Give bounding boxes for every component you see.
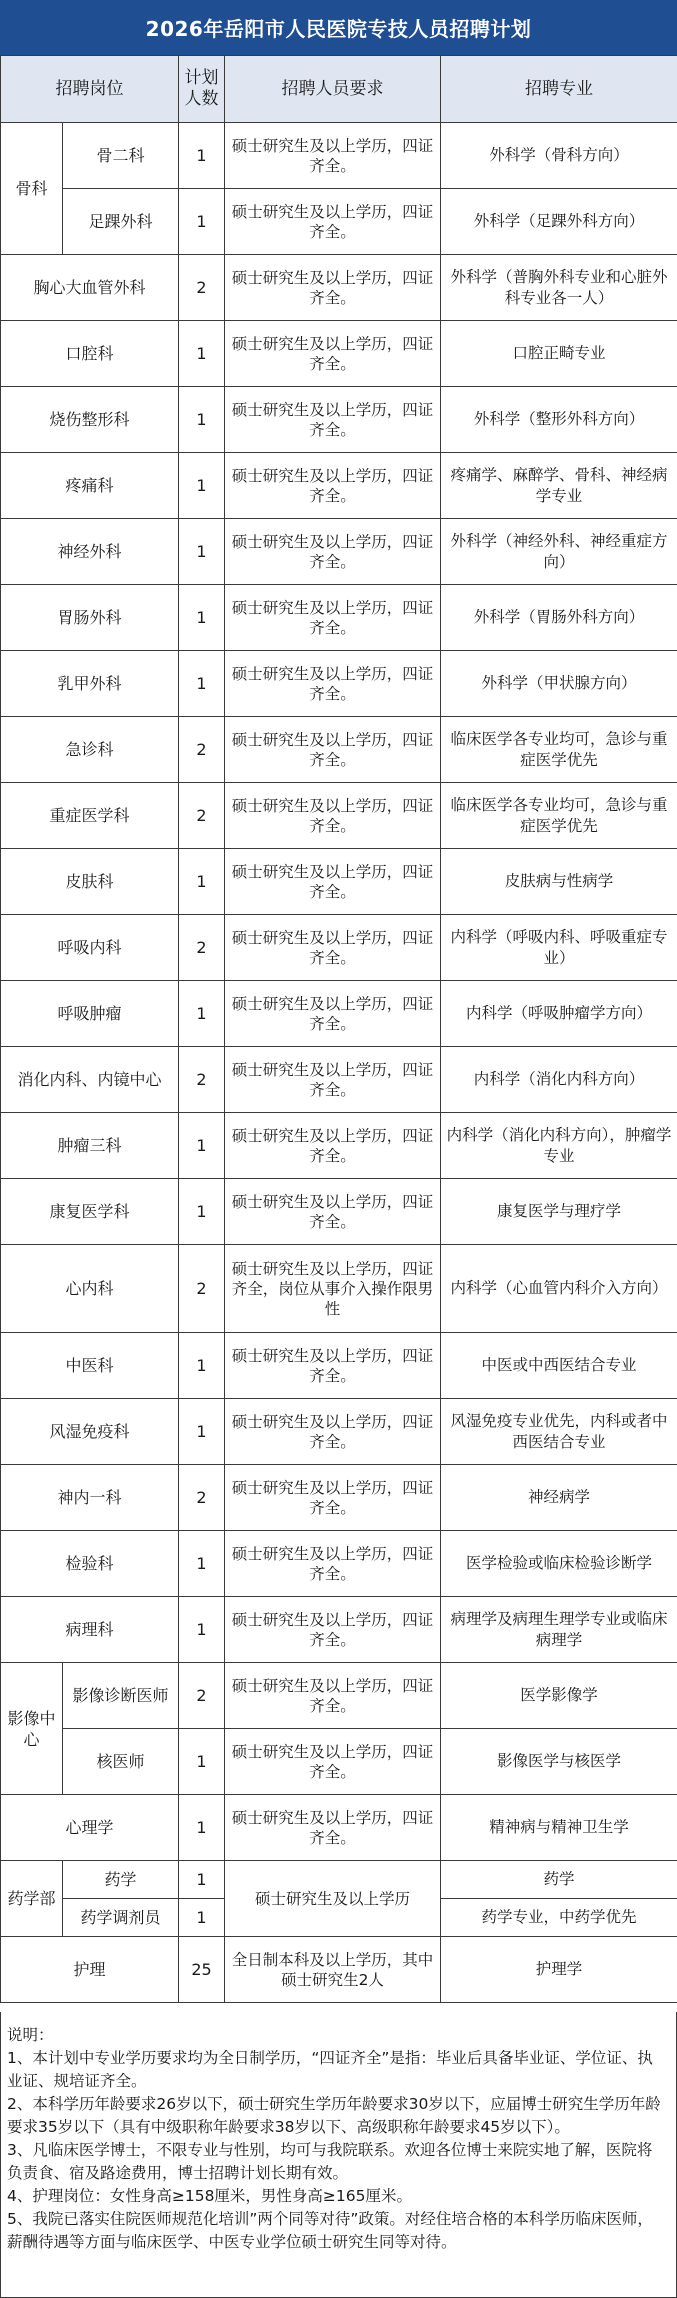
table-row bbox=[1, 1597, 677, 1663]
header-position: 招聘岗位 bbox=[1, 56, 179, 123]
requirement-cell: 硕士研究生及以上学历，四证齐全。 bbox=[225, 849, 441, 915]
requirement-cell: 硕士研究生及以上学历，四证齐全。 bbox=[225, 255, 441, 321]
count-cell: 2 bbox=[179, 915, 225, 981]
table-row bbox=[1, 651, 677, 717]
requirement-cell: 硕士研究生及以上学历，四证齐全。 bbox=[225, 585, 441, 651]
note-item: 5、我院已落实住院医师规范化培训”两个同等对待”政策。对经住培合格的本科学历临床医师，薪酬待遇等方面与临床医学、中医专业学位硕士研究生同等对待。 bbox=[7, 2210, 653, 2251]
requirement-cell: 硕士研究生及以上学历，四证齐全。 bbox=[225, 1531, 441, 1597]
requirement-cell: 全日制本科及以上学历，其中硕士研究生2人 bbox=[225, 1937, 441, 2003]
major-cell: 病理学及病理生理学专业或临床病理学 bbox=[441, 1597, 677, 1663]
table-row bbox=[1, 717, 677, 783]
count-cell: 1 bbox=[179, 1113, 225, 1179]
major-cell: 影像医学与核医学 bbox=[441, 1729, 677, 1795]
table-row bbox=[1, 1465, 677, 1531]
requirement-cell: 硕士研究生及以上学历，四证齐全。 bbox=[225, 519, 441, 585]
count-cell: 2 bbox=[179, 255, 225, 321]
dept-cell: 烧伤整形科 bbox=[1, 387, 179, 453]
dept-cell: 呼吸内科 bbox=[1, 915, 179, 981]
count-cell: 1 bbox=[179, 1597, 225, 1663]
count-cell: 2 bbox=[179, 1245, 225, 1333]
document-title: 2026年岳阳市人民医院专技人员招聘计划 bbox=[0, 0, 677, 55]
requirement-cell: 硕士研究生及以上学历，四证齐全。 bbox=[225, 717, 441, 783]
major-cell: 内科学（呼吸内科、呼吸重症专业） bbox=[441, 915, 677, 981]
count-cell: 1 bbox=[179, 519, 225, 585]
major-cell: 临床医学各专业均可，急诊与重症医学优先 bbox=[441, 717, 677, 783]
dept-cell: 骨二科 bbox=[63, 123, 179, 189]
requirement-cell: 硕士研究生及以上学历，四证齐全。 bbox=[225, 1795, 441, 1861]
dept-cell: 风湿免疫科 bbox=[1, 1399, 179, 1465]
header-count: 计划人数 bbox=[179, 56, 225, 123]
major-cell: 神经病学 bbox=[441, 1465, 677, 1531]
table-row bbox=[1, 1113, 677, 1179]
table-row bbox=[1, 321, 677, 387]
count-cell: 1 bbox=[179, 1861, 225, 1899]
major-cell: 护理学 bbox=[441, 1937, 677, 2003]
count-cell: 1 bbox=[179, 1795, 225, 1861]
requirement-cell: 硕士研究生及以上学历，四证齐全。 bbox=[225, 1113, 441, 1179]
major-cell: 医学影像学 bbox=[441, 1663, 677, 1729]
count-cell: 1 bbox=[179, 585, 225, 651]
group-cell: 药学部 bbox=[1, 1861, 63, 1937]
table-row bbox=[1, 915, 677, 981]
table-header-row bbox=[1, 56, 677, 123]
requirement-cell: 硕士研究生及以上学历，四证齐全。 bbox=[225, 321, 441, 387]
notes-heading: 说明： bbox=[7, 2026, 54, 2044]
table-row bbox=[1, 189, 677, 255]
count-cell: 1 bbox=[179, 1399, 225, 1465]
count-cell: 1 bbox=[179, 1333, 225, 1399]
dept-cell: 影像诊断医师 bbox=[63, 1663, 179, 1729]
major-cell: 外科学（胃肠外科方向） bbox=[441, 585, 677, 651]
dept-cell: 检验科 bbox=[1, 1531, 179, 1597]
count-cell: 1 bbox=[179, 849, 225, 915]
major-cell: 外科学（甲状腺方向） bbox=[441, 651, 677, 717]
requirement-cell: 硕士研究生及以上学历，四证齐全。 bbox=[225, 1729, 441, 1795]
table-row bbox=[1, 1861, 677, 1899]
recruitment-table bbox=[0, 55, 677, 2003]
header-requirement: 招聘人员要求 bbox=[225, 56, 441, 123]
requirement-cell: 硕士研究生及以上学历，四证齐全。 bbox=[225, 915, 441, 981]
count-cell: 1 bbox=[179, 189, 225, 255]
note-item: 1、本计划中专业学历要求均为全日制学历，“四证齐全”是指：毕业后具备毕业证、学位证、执业证、规培证齐全。 bbox=[7, 2049, 653, 2090]
major-cell: 外科学（神经外科、神经重症方向） bbox=[441, 519, 677, 585]
note-item: 4、护理岗位：女性身高≥158厘米，男性身高≥165厘米。 bbox=[7, 2187, 413, 2205]
count-cell: 1 bbox=[179, 1729, 225, 1795]
table-row bbox=[1, 1047, 677, 1113]
table-row bbox=[1, 1795, 677, 1861]
dept-cell: 重症医学科 bbox=[1, 783, 179, 849]
table-row bbox=[1, 849, 677, 915]
count-cell: 1 bbox=[179, 1899, 225, 1937]
dept-cell: 足踝外科 bbox=[63, 189, 179, 255]
table-row bbox=[1, 1179, 677, 1245]
table-row bbox=[1, 1245, 677, 1333]
dept-cell: 口腔科 bbox=[1, 321, 179, 387]
count-cell: 2 bbox=[179, 1663, 225, 1729]
dept-cell: 急诊科 bbox=[1, 717, 179, 783]
table-row bbox=[1, 981, 677, 1047]
major-cell: 药学 bbox=[441, 1861, 677, 1899]
table-row bbox=[1, 1663, 677, 1729]
dept-cell: 乳甲外科 bbox=[1, 651, 179, 717]
count-cell: 1 bbox=[179, 1179, 225, 1245]
major-cell: 内科学（心血管内科介入方向） bbox=[441, 1245, 677, 1333]
major-cell: 药学专业，中药学优先 bbox=[441, 1899, 677, 1937]
major-cell: 中医或中西医结合专业 bbox=[441, 1333, 677, 1399]
table-row bbox=[1, 255, 677, 321]
dept-cell: 药学调剂员 bbox=[63, 1899, 179, 1937]
header-major: 招聘专业 bbox=[441, 56, 677, 123]
requirement-cell: 硕士研究生及以上学历，四证齐全。 bbox=[225, 453, 441, 519]
major-cell: 风湿免疫专业优先，内科或者中西医结合专业 bbox=[441, 1399, 677, 1465]
dept-cell: 呼吸肿瘤 bbox=[1, 981, 179, 1047]
count-cell: 2 bbox=[179, 717, 225, 783]
count-cell: 1 bbox=[179, 981, 225, 1047]
notes-section bbox=[0, 2012, 677, 2298]
dept-cell: 消化内科、内镜中心 bbox=[1, 1047, 179, 1113]
major-cell: 内科学（呼吸肿瘤学方向） bbox=[441, 981, 677, 1047]
major-cell: 医学检验或临床检验诊断学 bbox=[441, 1531, 677, 1597]
requirement-cell: 硕士研究生及以上学历，四证齐全。 bbox=[225, 1597, 441, 1663]
table-row bbox=[1, 1333, 677, 1399]
count-cell: 2 bbox=[179, 783, 225, 849]
major-cell: 外科学（普胸外科专业和心脏外科专业各一人） bbox=[441, 255, 677, 321]
major-cell: 精神病与精神卫生学 bbox=[441, 1795, 677, 1861]
dept-cell: 康复医学科 bbox=[1, 1179, 179, 1245]
major-cell: 内科学（消化内科方向） bbox=[441, 1047, 677, 1113]
major-cell: 康复医学与理疗学 bbox=[441, 1179, 677, 1245]
group-cell: 骨科 bbox=[1, 123, 63, 255]
requirement-cell: 硕士研究生及以上学历，四证齐全。 bbox=[225, 189, 441, 255]
table-row bbox=[1, 1531, 677, 1597]
count-cell: 1 bbox=[179, 321, 225, 387]
table-row bbox=[1, 783, 677, 849]
major-cell: 口腔正畸专业 bbox=[441, 321, 677, 387]
table-row bbox=[1, 1399, 677, 1465]
count-cell: 1 bbox=[179, 387, 225, 453]
dept-cell: 肿瘤三科 bbox=[1, 1113, 179, 1179]
table-row bbox=[1, 585, 677, 651]
group-cell: 影像中心 bbox=[1, 1663, 63, 1795]
dept-cell: 胸心大血管外科 bbox=[1, 255, 179, 321]
requirement-cell: 硕士研究生及以上学历，四证齐全。 bbox=[225, 1663, 441, 1729]
dept-cell: 护理 bbox=[1, 1937, 179, 2003]
count-cell: 2 bbox=[179, 1047, 225, 1113]
count-cell: 25 bbox=[179, 1937, 225, 2003]
count-cell: 2 bbox=[179, 1465, 225, 1531]
count-cell: 1 bbox=[179, 123, 225, 189]
dept-cell: 药学 bbox=[63, 1861, 179, 1899]
requirement-cell: 硕士研究生及以上学历 bbox=[225, 1861, 441, 1937]
major-cell: 疼痛学、麻醉学、骨科、神经病学专业 bbox=[441, 453, 677, 519]
note-item: 2、本科学历年龄要求26岁以下，硕士研究生学历年龄要求30岁以下，应届博士研究生学历年龄要求35岁以下（具有中级职称年龄要求38岁以下、高级职称年龄要求45岁以下）。 bbox=[7, 2095, 661, 2136]
major-cell: 临床医学各专业均可，急诊与重症医学优先 bbox=[441, 783, 677, 849]
requirement-cell: 硕士研究生及以上学历，四证齐全。 bbox=[225, 1047, 441, 1113]
requirement-cell: 硕士研究生及以上学历，四证齐全。 bbox=[225, 1399, 441, 1465]
dept-cell: 神内一科 bbox=[1, 1465, 179, 1531]
requirement-cell: 硕士研究生及以上学历，四证齐全。 bbox=[225, 123, 441, 189]
major-cell: 外科学（整形外科方向） bbox=[441, 387, 677, 453]
dept-cell: 心内科 bbox=[1, 1245, 179, 1333]
note-item: 3、凡临床医学博士，不限专业与性别，均可与我院联系。欢迎各位博士来院实地了解，医院将负责食、宿及路途费用，博士招聘计划长期有效。 bbox=[7, 2141, 653, 2182]
table-row bbox=[1, 519, 677, 585]
table-row bbox=[1, 1937, 677, 2003]
dept-cell: 疼痛科 bbox=[1, 453, 179, 519]
major-cell: 内科学（消化内科方向），肿瘤学专业 bbox=[441, 1113, 677, 1179]
dept-cell: 胃肠外科 bbox=[1, 585, 179, 651]
requirement-cell: 硕士研究生及以上学历，四证齐全。 bbox=[225, 651, 441, 717]
major-cell: 外科学（骨科方向） bbox=[441, 123, 677, 189]
major-cell: 皮肤病与性病学 bbox=[441, 849, 677, 915]
requirement-cell: 硕士研究生及以上学历，四证齐全。 bbox=[225, 387, 441, 453]
dept-cell: 神经外科 bbox=[1, 519, 179, 585]
dept-cell: 心理学 bbox=[1, 1795, 179, 1861]
count-cell: 1 bbox=[179, 453, 225, 519]
dept-cell: 中医科 bbox=[1, 1333, 179, 1399]
major-cell: 外科学（足踝外科方向） bbox=[441, 189, 677, 255]
requirement-cell: 硕士研究生及以上学历，四证齐全，岗位从事介入操作限男性 bbox=[225, 1245, 441, 1333]
requirement-cell: 硕士研究生及以上学历，四证齐全。 bbox=[225, 1179, 441, 1245]
requirement-cell: 硕士研究生及以上学历，四证齐全。 bbox=[225, 981, 441, 1047]
dept-cell: 病理科 bbox=[1, 1597, 179, 1663]
dept-cell: 皮肤科 bbox=[1, 849, 179, 915]
table-row bbox=[1, 1729, 677, 1795]
count-cell: 1 bbox=[179, 651, 225, 717]
requirement-cell: 硕士研究生及以上学历，四证齐全。 bbox=[225, 783, 441, 849]
table-row bbox=[1, 387, 677, 453]
dept-cell: 核医师 bbox=[63, 1729, 179, 1795]
table-row bbox=[1, 453, 677, 519]
requirement-cell: 硕士研究生及以上学历，四证齐全。 bbox=[225, 1465, 441, 1531]
count-cell: 1 bbox=[179, 1531, 225, 1597]
requirement-cell: 硕士研究生及以上学历，四证齐全。 bbox=[225, 1333, 441, 1399]
table-row bbox=[1, 123, 677, 189]
